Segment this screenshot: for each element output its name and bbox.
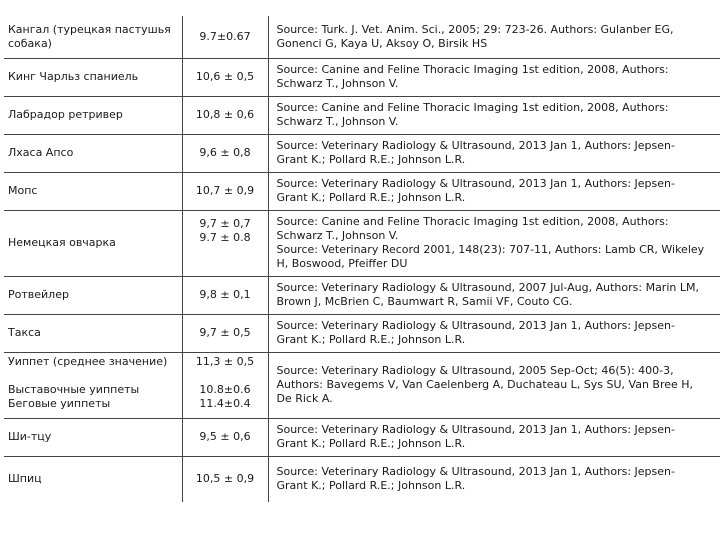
breed-name: Кангал (турецкая пастушья собака) [8, 22, 171, 50]
breed-cell [4, 352, 182, 418]
breed-line: Уиппет (среднее значение) [8, 354, 168, 368]
source-cell [268, 314, 720, 352]
source-line: Source: Turk. J. Vet. Anim. Sci., 2005; 29: 723-26. Authors: Gulanber EG, [276, 22, 674, 36]
source-line: Source: Veterinary Radiology & Ultrasound, 2005 Sep-Oct; 46(5): 400-3, [276, 364, 674, 377]
table-row [4, 314, 720, 352]
source-cell [268, 210, 720, 276]
value-cell: 9.7±0.67 [182, 16, 268, 58]
source-line: Grant K.; Pollard R.E.; Johnson L.R. [276, 437, 466, 450]
value-line [183, 369, 268, 383]
source-line: Schwarz T., Johnson V. [276, 229, 399, 242]
table-row [4, 172, 720, 210]
reference-table [4, 16, 720, 502]
breed-cell: Немецкая овчарка [4, 210, 182, 276]
table-row [4, 352, 720, 418]
table-row [4, 276, 720, 314]
table-row [4, 96, 720, 134]
source-line: Source: Veterinary Radiology & Ultrasound, 2013 Jan 1, Authors: Jepsen- [276, 139, 675, 152]
value-line: 11,3 ± 0,5 [195, 354, 255, 368]
source-cell [268, 172, 720, 210]
breed-cell: Шпиц [8, 472, 42, 486]
source-cell [268, 96, 720, 134]
source-line: Source: Canine and Feline Thoracic Imaging 1st edition, 2008, Authors: [276, 63, 669, 76]
source-line: Source: Veterinary Radiology & Ultrasound, 2013 Jan 1, Authors: Jepsen- [276, 465, 675, 479]
value-cell: 10,8 ± 0,6 [182, 96, 268, 134]
source-line: Grant K.; Pollard R.E.; Johnson L.R. [276, 153, 466, 166]
value-cell: 9,8 ± 0,1 [182, 276, 268, 314]
value-line: 9,7 ± 0,7 [199, 216, 251, 230]
breed-cell [4, 16, 182, 58]
source-cell [268, 418, 720, 456]
source-line: Source: Veterinary Radiology & Ultrasound, 2013 Jan 1, Authors: Jepsen- [276, 177, 675, 190]
table-row [4, 134, 720, 172]
source-line: Schwarz T., Johnson V. [276, 115, 399, 128]
source-line: Schwarz T., Johnson V. [276, 77, 399, 90]
value-cell: 10,5 ± 0,9 [182, 456, 268, 502]
value-cell: 9,7 ± 0,5 [182, 314, 268, 352]
source-line: Grant K.; Pollard R.E.; Johnson L.R. [276, 191, 466, 204]
table-row [4, 418, 720, 456]
source-cell [268, 276, 720, 314]
source-line: Authors: Bavegems V, Van Caelenberg A, Duchateau L, Sys SU, Van Bree H, [276, 378, 694, 391]
source-line: Source: Canine and Feline Thoracic Imaging 1st edition, 2008, Authors: [276, 101, 669, 114]
breed-cell: Лабрадор ретривер [4, 96, 182, 134]
source-cell [268, 16, 720, 58]
value-cell: 9,6 ± 0,8 [182, 134, 268, 172]
breed-cell: Мопс [4, 172, 182, 210]
source-line: H, Boswood, Pfeiffer DU [276, 257, 408, 270]
breed-cell: Лхаса Апсо [4, 134, 182, 172]
value-line: 10.8±0.6 [199, 382, 251, 396]
value-line: 11.4±0.4 [199, 396, 251, 410]
table-row [4, 456, 720, 502]
breed-line [8, 369, 182, 383]
source-line: Source: Veterinary Radiology & Ultrasound, 2013 Jan 1, Authors: Jepsen- [276, 423, 675, 436]
source-line: Brown J, McBrien C, Baumwart R, Samii VF, Couto CG. [276, 295, 573, 308]
breed-cell: Ши-тцу [4, 418, 182, 456]
breed-line: Выставочные уиппеты [8, 382, 140, 396]
table-row [4, 16, 720, 58]
value-cell: 9,5 ± 0,6 [182, 418, 268, 456]
source-line: Grant K.; Pollard R.E.; Johnson L.R. [276, 479, 466, 493]
value-cell: 10,6 ± 0,5 [182, 58, 268, 96]
source-line: Source: Canine and Feline Thoracic Imaging 1st edition, 2008, Authors: [276, 215, 669, 228]
source-line: Source: Veterinary Record 2001, 148(23): 707-11, Authors: Lamb CR, Wikeley [276, 243, 705, 256]
source-line: De Rick A. [276, 392, 333, 405]
value-cell: 10,7 ± 0,9 [182, 172, 268, 210]
table-row [4, 210, 720, 276]
source-line: Source: Veterinary Radiology & Ultrasound, 2007 Jul-Aug, Authors: Marin LM, [276, 281, 699, 294]
source-line: Grant K.; Pollard R.E.; Johnson L.R. [276, 333, 466, 346]
table-row [4, 58, 720, 96]
value-cell [182, 210, 268, 276]
source-cell [268, 352, 720, 418]
source-cell [268, 456, 720, 502]
breed-cell: Такса [4, 314, 182, 352]
source-cell [268, 58, 720, 96]
breed-line: Беговые уиппеты [8, 396, 111, 410]
breed-cell: Кинг Чарльз спаниель [4, 58, 182, 96]
value-line: 9.7 ± 0.8 [199, 230, 251, 244]
source-cell [268, 134, 720, 172]
source-line: Source: Veterinary Radiology & Ultrasound, 2013 Jan 1, Authors: Jepsen- [276, 319, 675, 332]
value-cell [182, 352, 268, 418]
breed-cell: Ротвейлер [4, 276, 182, 314]
source-line: Gonenci G, Kaya U, Aksoy O, Birsik HS [276, 36, 488, 50]
